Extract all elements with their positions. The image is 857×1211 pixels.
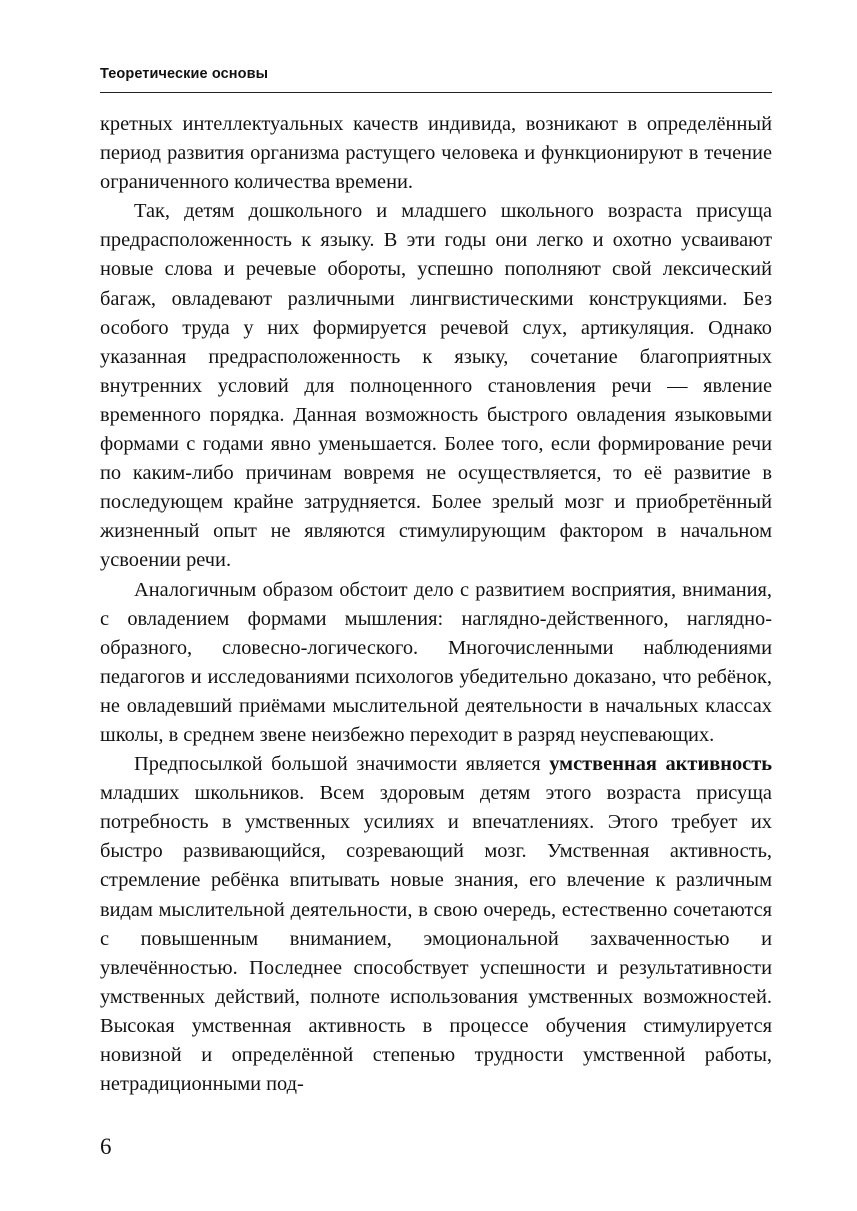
running-head: Теоретические основы [100,66,269,82]
page-number: 6 [100,1134,112,1159]
paragraph-mental-activity [100,750,772,1099]
page-content [100,66,772,1099]
body-text [100,110,772,1099]
paragraph-language-predisposition: Так, детям дошкольного и младшего школьного возраста присуща предрасположенность к языку. В эти годы они легко и охотно усваивают новые слова и речевые обороты, успешно пополняют свой лексический багаж, овладевают различными лингвистическими конструкциями. Без особого труда у них формируется речевой слух, артикуляция. Однако указанная предрасположенность к языку, сочетание благоприятных внутренних условий для полноценного становления речи — явление временного порядка. Данная возможность быстрого овладения языковыми формами с годами явно уменьшается. Более того, если формирование речи по каким-либо причинам вовремя не осуществляется, то её развитие в последующем крайне затрудняется. Более зрелый мозг и приобретённый жизненный опыт не являются стимулирующим фактором в начальном усвоении речи. [100,200,772,572]
emphasis-mental-activity: умственная активность [549,753,773,776]
paragraph-thinking-forms: Аналогичным образом обстоит дело с развитием восприятия, внимания, с овладением формами мышления: наглядно-действенного, наглядно-образного, словесно-логического. Многочисленными наблюдениями педагогов и исследованиями психологов убедительно доказано, что ребёнок, не овладевший приёмами мыслительной деятельности в начальных классах школы, в среднем звене неизбежно переходит в разряд неуспевающих. [100,578,772,746]
paragraph-lead-text: Предпосылкой большой значимости является [134,753,550,776]
header-divider [100,92,772,93]
paragraph-rest-text: младших школьников. Всем здоровым детям этого возраста присуща потребность в умственных усилиях и впечатлениях. Этого требует их быстро развивающийся, созревающий мозг. Умственная активность, стремление ребёнка впитывать новые знания, его влечение к различным видам мыслительной деятельности, в свою очередь, естественно сочетаются с повышенным вниманием, эмоциональной захваченностью и увлечённостью. Последнее способствует успешности и результативности умственных действий, полноте использования умственных возможностей. Высокая умственная активность в процессе обучения стимулируется новизной и определённой степенью трудности умственной работы, нетрадиционными под- [100,782,772,1096]
paragraph-continued: кретных интеллектуальных качеств индивида, возникают в определённый период развития организма растущего человека и функционируют в течение ограниченного количества времени. [100,113,772,194]
